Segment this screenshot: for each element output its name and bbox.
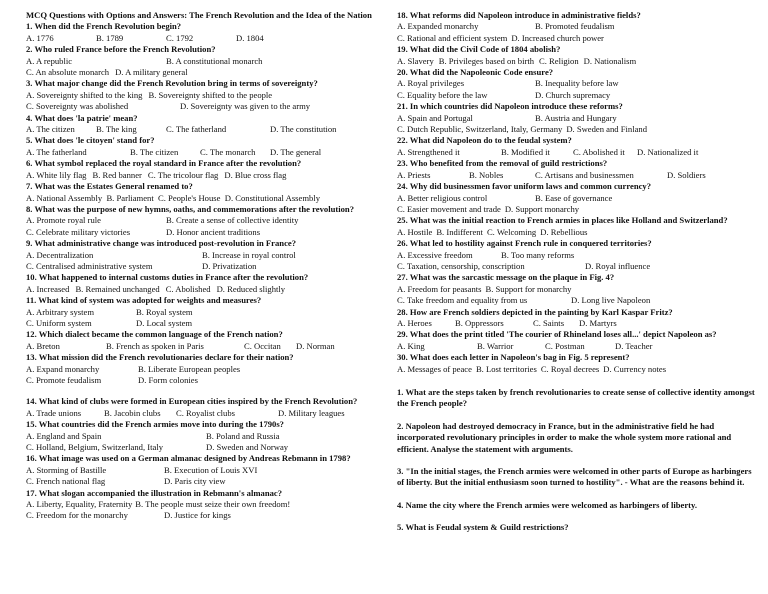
option: B. Lost territories: [475, 363, 537, 374]
option: B. The citizen: [130, 146, 179, 157]
question-text: 5. What does 'le citoyen' stand for?: [26, 135, 155, 146]
option: C. Holland, Belgium, Switzerland, Italy: [26, 442, 164, 453]
option: C. Take freedom and equality from us: [397, 295, 528, 306]
option: A. England and Spain: [26, 430, 102, 441]
option: A. Expand monarchy: [26, 363, 100, 374]
question-3: [26, 78, 384, 112]
option: B. Nobles: [469, 169, 504, 180]
question-text: 28. How are French soldiers depicted in the painting by Karl Kaspar Fritz?: [397, 306, 673, 317]
option: A. Heroes: [397, 317, 432, 328]
option: C. Royalist clubs: [176, 407, 235, 418]
option: B. Indifferent: [436, 226, 483, 237]
option: B. Ease of governance: [535, 192, 613, 203]
option: D. Currency notes: [603, 363, 667, 374]
question-23: [397, 158, 755, 181]
question-18: [397, 10, 755, 44]
option: D. Norman: [296, 340, 335, 351]
question-4: [26, 113, 384, 136]
option: D. Reduced slightly: [216, 283, 286, 294]
option: B. A constitutional monarch: [166, 55, 263, 66]
option: D. Soldiers: [667, 169, 706, 180]
question-24: [397, 181, 755, 215]
option: D. Constitutional Assembly: [224, 192, 320, 203]
short-question-1: 1. What are the steps taken by french revolutionaries to create sense of collective identity amongst the French people?: [397, 387, 755, 409]
short-question-3: 3. "In the initial stages, the French armies were welcomed in other parts of Europe as harbingers of liberty. But the initial enthusiasm soon turned to hostility". - What are the reasons behind it.: [397, 466, 752, 488]
question-27: [397, 272, 755, 306]
question-text: 30. What does each letter in Napoleon's bag in Fig. 5 represent?: [397, 352, 630, 363]
option: B. Inequality before law: [535, 78, 619, 89]
question-10: [26, 272, 384, 295]
option: C. Occitan: [244, 340, 281, 351]
question-6: [26, 158, 384, 181]
option: C. Royal decrees: [540, 363, 600, 374]
option: C. Uniform system: [26, 317, 92, 328]
option: A. Hostile: [397, 226, 433, 237]
option: C. Celebrate military victories: [26, 226, 131, 237]
question-9: [26, 238, 384, 272]
option: D. Support monarchy: [504, 203, 580, 214]
option: A. Excessive freedom: [397, 249, 473, 260]
question-text: 3. What major change did the French Revolution bring in terms of sovereignty?: [26, 78, 318, 89]
question-text: 14. What kind of clubs were formed in European cities inspired by the French Revolution?: [26, 396, 358, 407]
option: C. Postman: [545, 340, 585, 351]
question-text: 23. Who benefited from the removal of guild restrictions?: [397, 158, 608, 169]
option: C. French national flag: [26, 476, 106, 487]
option: C. Rational and efficient system: [397, 32, 508, 43]
option: A. Freedom for peasants: [397, 283, 482, 294]
option: C. Abolished: [165, 283, 211, 294]
option: B. Execution of Louis XVI: [164, 464, 258, 475]
option: D. Sweden and Finland: [566, 124, 647, 135]
option: D. Church supremacy: [535, 89, 611, 100]
option: B. 1789: [96, 32, 124, 43]
option: A. A republic: [26, 55, 73, 66]
option: A. King: [397, 340, 425, 351]
option: B. Too many reforms: [501, 249, 575, 260]
question-15: [26, 419, 384, 453]
option: D. Military leagues: [278, 407, 345, 418]
option: B. Red banner: [92, 169, 142, 180]
option: A. The fatherland: [26, 146, 87, 157]
option: D. Sovereignty was given to the army: [180, 101, 311, 112]
option: A. Slavery: [397, 55, 434, 66]
question-11: [26, 295, 384, 329]
option: B. Support for monarchy: [485, 283, 572, 294]
option: B. The people must seize their own freedom!: [135, 499, 291, 510]
option: B. Royal system: [136, 306, 193, 317]
option: D. Honor ancient traditions: [166, 226, 261, 237]
question-1: [26, 21, 384, 44]
option: D. Blue cross flag: [224, 169, 287, 180]
option: D. Long live Napoleon: [571, 295, 651, 306]
question-text: 24. Why did businessmen favor uniform laws and common currency?: [397, 181, 652, 192]
option: B. Remained unchanged: [75, 283, 160, 294]
option: D. A military general: [115, 67, 188, 78]
question-7: [26, 181, 384, 204]
option: A. White lily flag: [26, 169, 87, 180]
option: D. Sweden and Norway: [206, 442, 289, 453]
option: A. Priests: [397, 169, 431, 180]
question-20: [397, 67, 755, 101]
option: B. Privileges based on birth: [438, 55, 535, 66]
question-text: 9. What administrative change was introduced post-revolution in France?: [26, 238, 296, 249]
option: D. Local system: [136, 317, 193, 328]
option: B. Warrior: [477, 340, 514, 351]
option: D. 1804: [236, 32, 264, 43]
option: A. Spain and Portugal: [397, 112, 473, 123]
option: A. Breton: [26, 340, 60, 351]
question-text: 17. What slogan accompanied the illustration in Rebmann's almanac?: [26, 487, 283, 498]
option: C. Sovereignty was abolished: [26, 101, 129, 112]
option: A. Increased: [26, 283, 70, 294]
question-14: [26, 396, 384, 419]
question-25: [397, 215, 755, 238]
option: A. Royal privileges: [397, 78, 465, 89]
question-text: 7. What was the Estates General renamed to?: [26, 181, 193, 192]
question-8: [26, 204, 384, 238]
option: C. People's House: [158, 192, 221, 203]
option: C. Abolished it: [573, 146, 625, 157]
option: D. Privatization: [202, 260, 257, 271]
short-question-5: 5. What is Feudal system & Guild restrictions?: [397, 522, 569, 533]
option: D. Form colonies: [138, 375, 198, 385]
option: A. Strengthened it: [397, 146, 460, 157]
question-text: 18. What reforms did Napoleon introduce in administrative fields?: [397, 10, 641, 20]
question-text: 16. What image was used on a German almanac designed by Andreas Rebmann in 1798?: [26, 453, 351, 464]
option: A. National Assembly: [26, 192, 103, 203]
option: D. Justice for kings: [164, 510, 231, 521]
option: C. Taxation, censorship, conscription: [397, 260, 525, 271]
option: B. Promoted feudalism: [535, 21, 615, 32]
right-column: [397, 10, 755, 534]
question-text: 25. What was the initial reaction to French armies in places like Holland and Switzerland?: [397, 215, 728, 226]
option: B. Sovereignty shifted to the people: [148, 89, 273, 100]
left-column: [26, 10, 384, 522]
question-16: [26, 453, 384, 487]
option: C. 1792: [166, 32, 194, 43]
option: B. The king: [96, 124, 137, 135]
option: A. Promote royal rule: [26, 215, 101, 226]
option: D. Paris city view: [164, 476, 226, 487]
question-21: [397, 101, 755, 135]
option: D. The constitution: [270, 124, 337, 135]
question-text: 19. What did the Civil Code of 1804 abolish?: [397, 44, 561, 55]
option: A. Liberty, Equality, Fraternity: [26, 499, 133, 510]
option: C. Promote feudalism: [26, 375, 102, 385]
question-29: [397, 329, 755, 352]
question-5: [26, 135, 384, 158]
option: D. Nationalized it: [637, 146, 699, 157]
option: D. Rebellious: [540, 226, 588, 237]
option: A. Trade unions: [26, 407, 82, 418]
option: B. Jacobin clubs: [104, 407, 161, 418]
question-26: [397, 238, 755, 272]
option: B. Create a sense of collective identity: [166, 215, 299, 226]
question-text: 21. In which countries did Napoleon introduce these reforms?: [397, 101, 623, 112]
option: C. Artisans and businessmen: [535, 169, 634, 180]
option: A. Storming of Bastille: [26, 464, 107, 475]
option: C. Centralised administrative system: [26, 260, 153, 271]
question-text: 11. What kind of system was adopted for weights and measures?: [26, 295, 262, 306]
option: C. Dutch Republic, Switzerland, Italy, Germany: [397, 124, 563, 135]
question-text: 20. What did the Napoleonic Code ensure?: [397, 67, 554, 78]
question-text: 13. What mission did the French revolutionaries declare for their nation?: [26, 352, 294, 363]
option: D. Teacher: [615, 340, 653, 351]
option: B. Liberate European peoples: [138, 363, 241, 374]
document-title: MCQ Questions with Options and Answers: The French Revolution and the Idea of the Nation: [26, 10, 372, 20]
option: A. 1776: [26, 32, 54, 43]
option: B. Poland and Russia: [206, 430, 280, 441]
option: C. The tricolour flag: [147, 169, 219, 180]
option: C. Easier movement and trade: [397, 203, 501, 214]
option: A. Sovereignty shifted to the king: [26, 89, 143, 100]
option: A. Arbitrary system: [26, 306, 95, 317]
question-text: 4. What does 'la patrie' mean?: [26, 112, 138, 123]
question-13: [26, 352, 384, 386]
question-text: 12. Which dialect became the common language of the French nation?: [26, 329, 283, 340]
option: D. Nationalism: [583, 55, 637, 66]
option: B. Modified it: [501, 146, 550, 157]
option: B. Parliament: [106, 192, 154, 203]
option: C. Religion: [539, 55, 579, 66]
question-text: 26. What led to hostility against French rule in conquered territories?: [397, 238, 652, 249]
question-text: 8. What was the purpose of new hymns, oaths, and commemorations after the revolution?: [26, 203, 354, 214]
question-text: 22. What did Napoleon do to the feudal system?: [397, 135, 572, 146]
option: C. Saints: [533, 317, 565, 328]
question-text: 27. What was the sarcastic message on the plaque in Fig. 4?: [397, 272, 615, 283]
option: C. Equality before the law: [397, 89, 488, 100]
option: A. Expanded monarchy: [397, 21, 479, 32]
question-text: 2. Who ruled France before the French Revolution?: [26, 44, 216, 55]
option: C. The fatherland: [166, 124, 227, 135]
question-17: [26, 488, 384, 522]
option: D. Royal influence: [585, 260, 651, 271]
short-question-4: 4. Name the city where the French armies were welcomed as harbingers of liberty.: [397, 499, 697, 510]
question-22: [397, 135, 755, 158]
option: A. Better religious control: [397, 192, 488, 203]
question-19: [397, 44, 755, 67]
option: B. Austria and Hungary: [535, 112, 617, 123]
option: D. The general: [270, 146, 322, 157]
question-30: [397, 352, 755, 375]
option: D. Increased church power: [511, 32, 604, 43]
option: B. Increase in royal control: [202, 249, 296, 260]
option: A. Messages of peace: [397, 363, 472, 374]
option: C. Freedom for the monarchy: [26, 510, 128, 521]
short-question-2: 2. Napoleon had destroyed democracy in France, but in the administrative field he had incorporated revolutionary principles in order to make the whole system more rational and efficient. Analyse the statement with arguments.: [397, 420, 732, 454]
option: A. The citizen: [26, 124, 75, 135]
option: D. Martyrs: [579, 317, 617, 328]
option: C. An absolute monarch: [26, 67, 110, 78]
question-text: 29. What does the print titled 'The courier of Rhineland loses all...' depict Napoleon as?: [397, 329, 717, 340]
option: C. The monarch: [200, 146, 256, 157]
question-text: 10. What happened to internal customs duties in France after the revolution?: [26, 272, 309, 283]
option: A. Decentralization: [26, 249, 94, 260]
option: B. French as spoken in Paris: [106, 340, 204, 351]
question-12: [26, 329, 384, 352]
question-text: 1. When did the French Revolution begin?: [26, 21, 182, 32]
option: B. Oppressors: [455, 317, 504, 328]
option: C. Welcoming: [486, 226, 537, 237]
question-text: 6. What symbol replaced the royal standard in France after the revolution?: [26, 158, 302, 169]
question-text: 15. What countries did the French armies move into during the 1790s?: [26, 419, 284, 430]
question-2: [26, 44, 384, 78]
question-28: [397, 307, 755, 330]
